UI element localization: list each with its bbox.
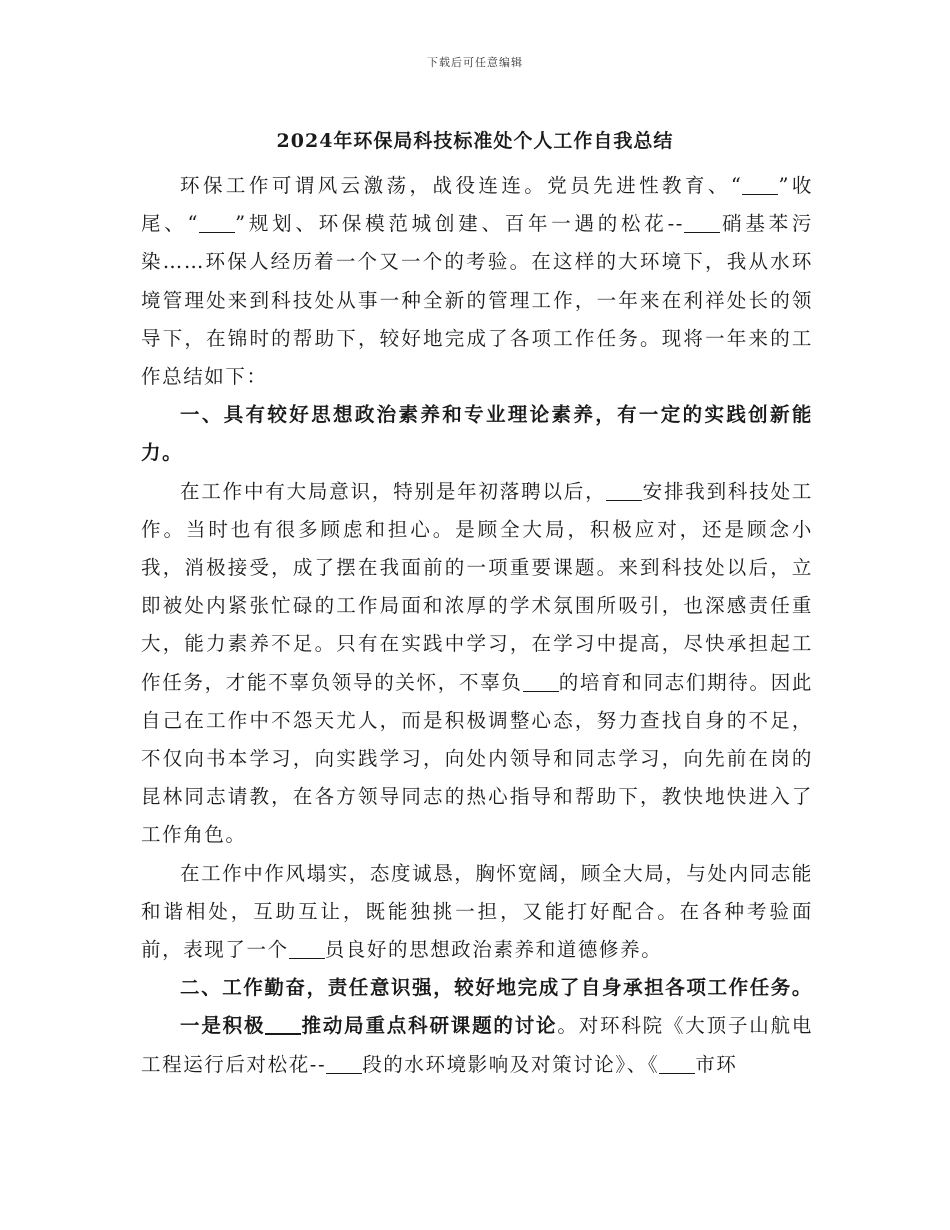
text-segment: 市环 xyxy=(695,1052,738,1076)
text-segment: 安排我到科技处工作。当时也有很多顾虑和担心。是顾全大局，积极应对，还是顾念小我，消极接受，成了摆在我面前的一项重要课题。来到科技处以后，立即被处内紧张忙碌的工作局面和浓厚的学术氛围所吸引，也深感责任重大，能力素养不足。只有在实践中学习，在学习中提高，尽快承担起工作任务，才能不辜负领导的关怀，不辜负 xyxy=(141,479,813,694)
section-heading-2: 二、工作勤奋，责任意识强，较好地完成了自身承担各项工作任务。 xyxy=(180,976,814,1000)
text-segment: 段的水环境影响及对策讨论》、《 xyxy=(362,1052,660,1076)
text-segment: 硝基苯污染……环保人经历着一个又一个的考验。在这样的大环境下，我从水环境管理处来到科技处从事一种全新的管理工作，一年来在利祥处长的领导下，在锦时的帮助下，较好地完成了各项工作任务。现将一年来的工作总结如下： xyxy=(141,212,814,389)
blank-underline xyxy=(326,1053,362,1074)
blank-underline xyxy=(289,939,325,960)
text-segment: 在工作中作风塌实，态度诚恳，胸怀宽阔，顾全大局，与处内同志能和谐相处，互助互让，既能独挑一担，又能打好配合。在各种考验面前，表现了一个 xyxy=(141,861,814,962)
document-title: 2024年环保局科技标准处个人工作自我总结 xyxy=(276,130,674,152)
text-segment: ”收尾、“ xyxy=(141,174,813,236)
blank-underline xyxy=(684,213,720,234)
paragraph-conduct xyxy=(141,855,813,970)
text-segment: ”规划、环保模范城创建、百年一遇的松花-- xyxy=(235,212,684,236)
blank-underline xyxy=(199,213,235,234)
paragraph-intro xyxy=(141,167,813,396)
blank-underline xyxy=(265,1014,301,1036)
blank-underline xyxy=(742,175,778,196)
section-heading-1: 一、具有较好思想政治素养和专业理论素养，有一定的实践创新能力。 xyxy=(141,403,813,465)
text-segment: 员良好的思想政治素养和道德修养。 xyxy=(324,938,663,962)
document-body xyxy=(141,167,813,1084)
header-note: 下载后可任意编辑 xyxy=(427,56,523,69)
blank-underline xyxy=(606,480,642,501)
text-segment: 在工作中有大局意识，特别是年初落聘以后， xyxy=(180,479,607,503)
text-segment: 。对环科院《大顶子山航电工程运行后对松花-- xyxy=(141,1014,814,1076)
paragraph-research xyxy=(141,1007,813,1083)
blank-underline xyxy=(523,671,559,692)
paragraph-attitude xyxy=(141,473,813,855)
text-segment: 的培育和同志们期待。因此自己在工作中不怨天尤人，而是积极调整心态，努力查找自身的不足，不仅向书本学习，向实践学习，向处内领导和同志学习，向先前在岗的昆林同志请教，在各方领导同志的热心指导和帮助下，教快地快进入了工作角色。 xyxy=(141,670,813,847)
text-segment: 环保工作可谓风云激荡，战役连连。党员先进性教育、“ xyxy=(180,174,743,197)
blank-underline xyxy=(659,1053,695,1074)
bold-lead: 一是积极 xyxy=(180,1014,266,1038)
bold-lead: 推动局重点科研课题的讨论 xyxy=(301,1014,558,1038)
